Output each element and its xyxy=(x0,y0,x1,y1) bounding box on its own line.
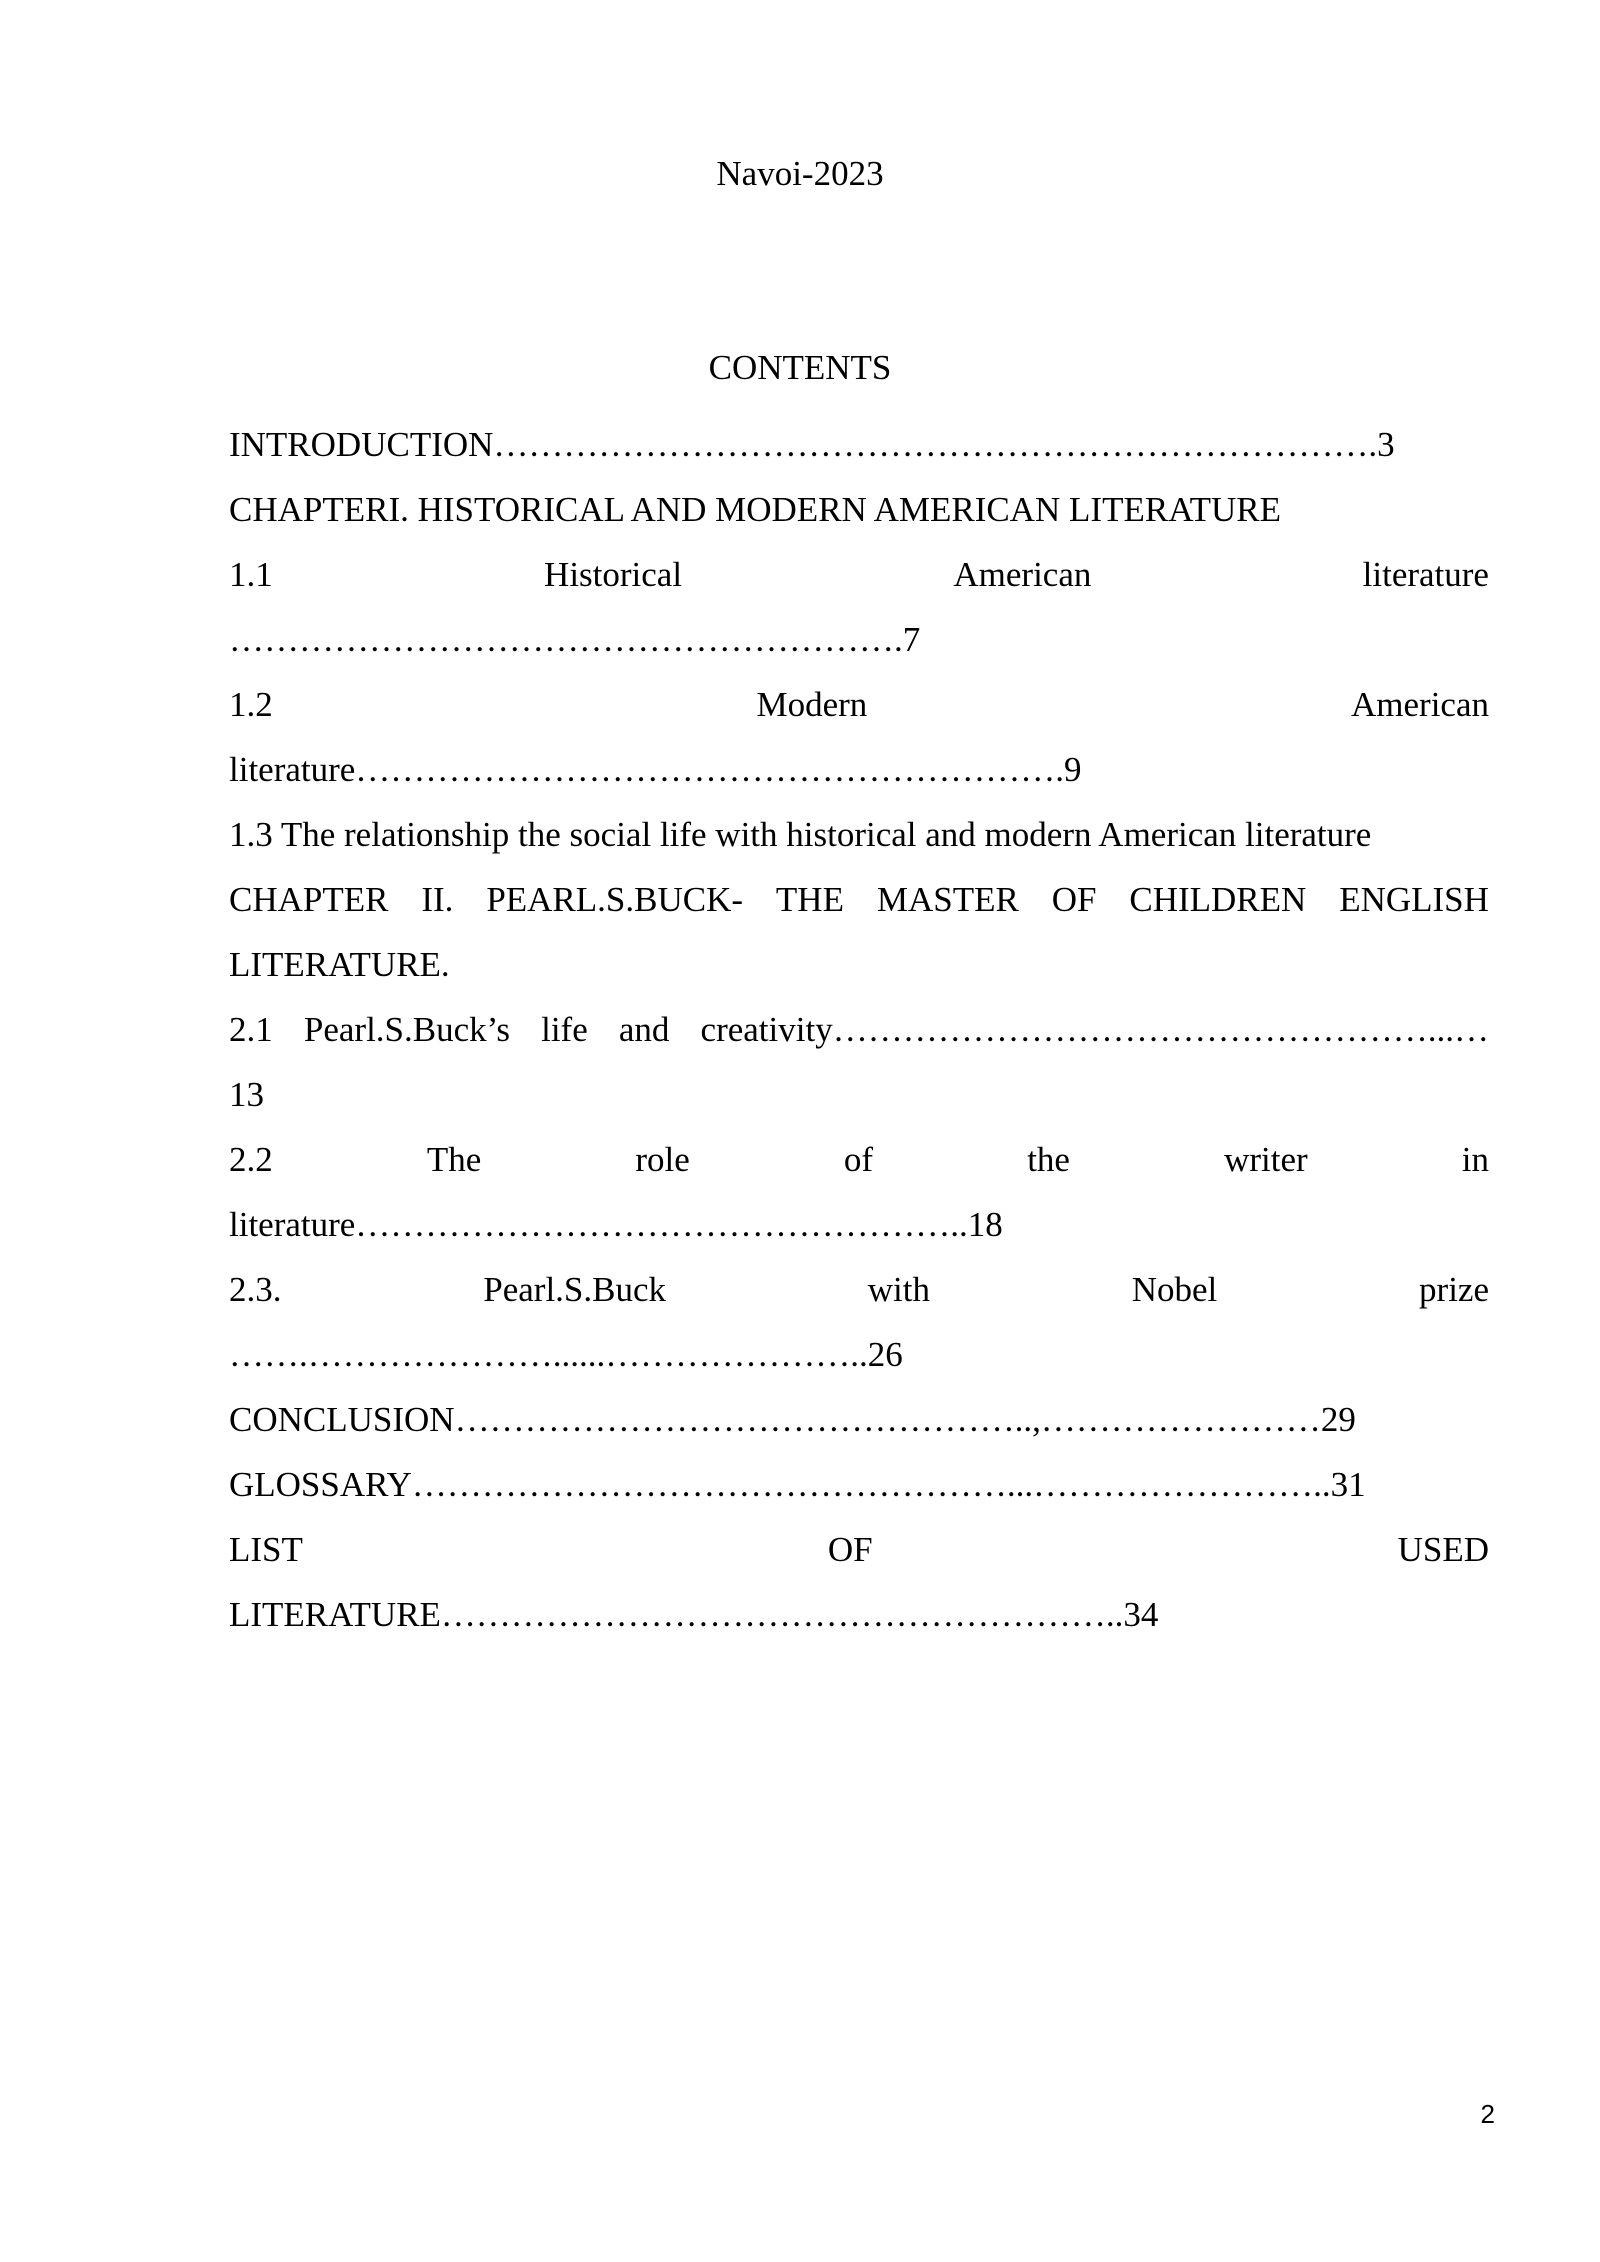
toc-word: of xyxy=(843,1140,874,1179)
toc-entry-2-1-continuation: 13 xyxy=(229,1075,264,1114)
toc-word: CHAPTER xyxy=(229,880,389,919)
toc-word: The xyxy=(426,1140,482,1179)
toc-word: literature xyxy=(1362,555,1489,594)
toc-word: role xyxy=(635,1140,690,1179)
toc-entry-chapter-1: CHAPTERI. HISTORICAL AND MODERN AMERICAN LITERATURE xyxy=(229,490,1281,529)
toc-entry-2-3 xyxy=(229,1257,1489,1322)
toc-entry-glossary: GLOSSARY……………………………………………...……………………..31 xyxy=(229,1465,1366,1504)
toc-entry-list-of-used-literature xyxy=(229,1517,1489,1582)
toc-word: ENGLISH xyxy=(1339,880,1489,919)
toc-entry-list-continuation: LITERATURE…………………………………………………..34 xyxy=(229,1595,1159,1634)
toc-word: II. xyxy=(421,880,454,919)
toc-word: LIST xyxy=(229,1530,303,1569)
toc-word: Historical xyxy=(544,555,683,594)
toc-word: the xyxy=(1027,1140,1070,1179)
toc-word: American xyxy=(953,555,1092,594)
toc-word: THE xyxy=(775,880,844,919)
toc-entry-1-3: 1.3 The relationship the social life with historical and modern American literature xyxy=(229,815,1372,854)
toc-entry-1-2-continuation: literature…………………………………………………….9 xyxy=(229,750,1082,789)
toc-entry-chapter-2 xyxy=(229,867,1489,932)
toc-entry-2-2-continuation: literature……………………………………………..18 xyxy=(229,1205,1003,1244)
toc-entry-conclusion: CONCLUSION…………………………………………..,……………………29 xyxy=(229,1400,1356,1439)
toc-word: prize xyxy=(1419,1270,1489,1309)
toc-word: OF xyxy=(827,1530,873,1569)
toc-word: CHILDREN xyxy=(1129,880,1307,919)
city-year-heading: Navoi-2023 xyxy=(716,154,884,193)
toc-entry-2-3-continuation: …….…………………......…………………..26 xyxy=(229,1335,903,1374)
toc-word: Modern xyxy=(756,685,868,724)
toc-word: writer xyxy=(1224,1140,1308,1179)
toc-word: in xyxy=(1461,1140,1489,1179)
toc-word: USED xyxy=(1397,1530,1489,1569)
toc-word: PEARL.S.BUCK- xyxy=(486,880,744,919)
toc-entry-chapter-2-continuation: LITERATURE. xyxy=(229,945,450,984)
toc-word: American xyxy=(1351,685,1489,724)
toc-word: Pearl.S.Buck’s xyxy=(303,1010,510,1049)
toc-entry-1-2 xyxy=(229,672,1489,737)
toc-entry-introduction: INTRODUCTION………………………………………………………………….3 xyxy=(229,425,1395,464)
toc-word: with xyxy=(867,1270,930,1309)
toc-word: Pearl.S.Buck xyxy=(483,1270,667,1309)
toc-word: MASTER xyxy=(876,880,1019,919)
toc-word: 2.1 xyxy=(229,1010,273,1049)
toc-word: and xyxy=(618,1010,670,1049)
table-of-contents xyxy=(229,412,1489,1647)
toc-word: Nobel xyxy=(1131,1270,1218,1309)
page-number: 2 xyxy=(1480,2099,1495,2129)
toc-word: 1.1 xyxy=(229,555,273,594)
toc-word: 2.3. xyxy=(229,1270,282,1309)
toc-word: 1.2 xyxy=(229,685,273,724)
toc-entry-2-1 xyxy=(229,997,1489,1062)
toc-entry-1-1-continuation: ………………………………………………….7 xyxy=(229,620,921,659)
toc-word: life xyxy=(541,1010,588,1049)
toc-entry-2-2 xyxy=(229,1127,1489,1192)
contents-title: CONTENTS xyxy=(708,348,892,387)
toc-word: 2.2 xyxy=(229,1140,273,1179)
toc-word: creativity……………………………………………...… xyxy=(700,1010,1489,1049)
toc-entry-1-1 xyxy=(229,542,1489,607)
toc-word: OF xyxy=(1051,880,1097,919)
